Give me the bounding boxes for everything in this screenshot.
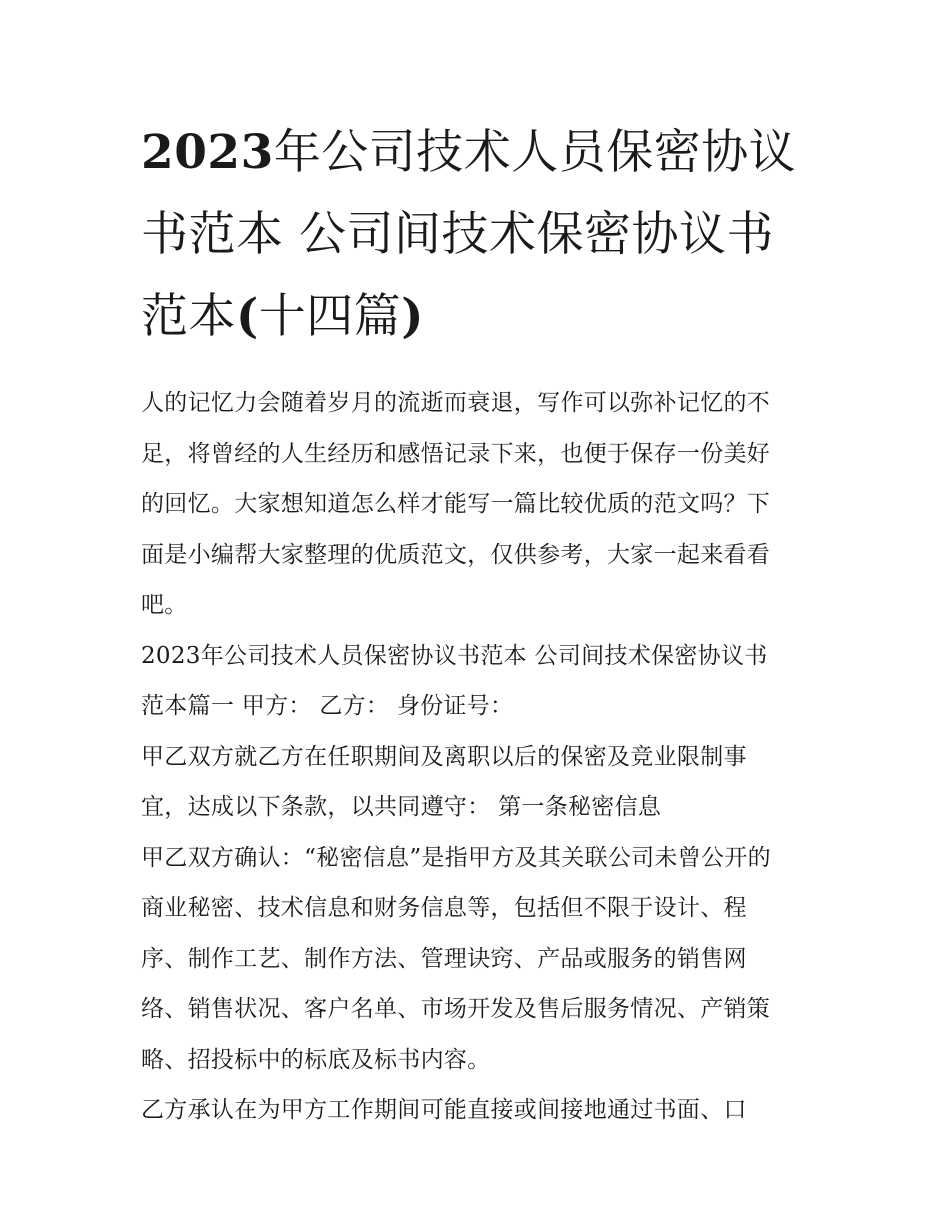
text-line: 吧。 xyxy=(141,592,188,618)
document-page xyxy=(141,112,813,1136)
agreement-paragraph xyxy=(141,732,813,833)
secret-info-paragraph xyxy=(141,833,813,1086)
text-line: 甲乙双方就乙方在任职期间及离职以后的保密及竞业限制事 xyxy=(141,743,747,770)
document-title xyxy=(141,112,813,358)
text-line: 足，将曾经的人生经历和感悟记录下来，也便于保存一份美好 xyxy=(141,440,771,467)
text-line: 序、制作工艺、制作方法、管理诀窍、产品或服务的销售网 xyxy=(141,945,747,972)
text-line: 乙方承认在为甲方工作期间可能直接或间接地通过书面、口 xyxy=(141,1097,747,1123)
section-heading-paragraph xyxy=(141,631,813,732)
text-line: 甲乙双方确认：“秘密信息”是指甲方及其关联公司未曾公开的 xyxy=(141,844,771,871)
text-line: 的回忆。大家想知道怎么样才能写一篇比较优质的范文吗？下 xyxy=(141,491,771,517)
text-line: 略、招投标中的标底及标书内容。 xyxy=(141,1046,491,1073)
text-line: 人的记忆力会随着岁月的流逝而衰退，写作可以弥补记忆的不 xyxy=(141,390,771,416)
text-line: 2023年公司技术人员保密协议书范本 公司间技术保密协议书 xyxy=(141,642,768,669)
text-line: 面是小编帮大家整理的优质范文，仅供参考，大家一起来看看 xyxy=(141,541,771,568)
title-line: 范本(十四篇) xyxy=(141,289,424,344)
text-line: 商业秘密、技术信息和财务信息等，包括但不限于设计、程 xyxy=(141,895,747,921)
title-line: 书范本 公司间技术保密协议书 xyxy=(141,207,774,262)
title-line-1-rest: 年公司技术人员保密协议 xyxy=(273,125,797,180)
acknowledgement-paragraph xyxy=(141,1085,813,1136)
text-line: 宜，达成以下条款，以共同遵守： 第一条秘密信息 xyxy=(141,794,662,820)
text-line: 范本篇一 甲方： 乙方： 身份证号： xyxy=(141,693,514,719)
title-line: 2023年公司技术人员保密协议 xyxy=(141,125,797,180)
intro-paragraph xyxy=(141,378,813,631)
text-line: 络、销售状况、客户名单、市场开发及售后服务情况、产销策 xyxy=(141,996,771,1022)
